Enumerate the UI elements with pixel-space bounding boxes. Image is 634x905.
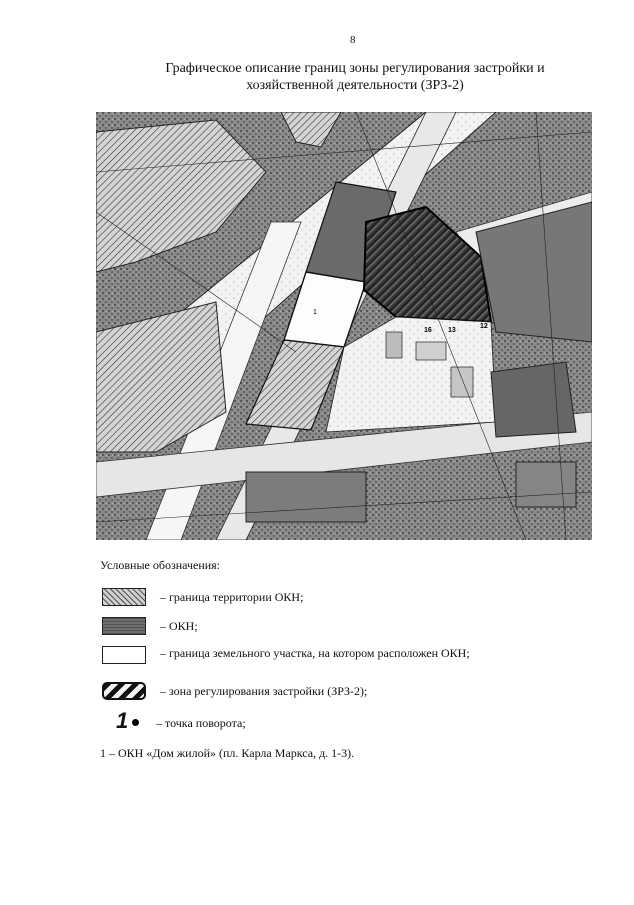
legend-symbol-turn-point	[116, 708, 139, 734]
page-number: 8	[350, 34, 356, 46]
cadastral-map	[96, 112, 592, 540]
map-point-label: 16	[424, 327, 432, 334]
footnote: 1 – ОКН «Дом жилой» (пл. Карла Маркса, д. 1-3).	[100, 746, 355, 760]
legend-text-zrz2: – зона регулирования застройки (ЗРЗ-2);	[160, 684, 368, 698]
legend-text-turn-point: – точка поворота;	[156, 716, 246, 730]
legend-symbol-okn-territory	[102, 588, 146, 606]
legend-symbol-zrz2	[102, 682, 146, 700]
legend-symbol-land-plot	[102, 646, 146, 664]
title-line-2: хозяйственной деятельности (ЗРЗ-2)	[246, 78, 464, 93]
legend-heading: Условные обозначения:	[100, 558, 221, 572]
legend-text-land-plot: – граница земельного участка, на котором расположен ОКН;	[160, 646, 470, 660]
turn-point-number: 1	[116, 708, 129, 733]
map-point-label: 13	[448, 327, 456, 334]
map-object-number: 1	[313, 309, 317, 316]
legend-symbol-okn	[102, 617, 146, 635]
turn-point-dot-icon	[132, 719, 139, 726]
legend-text-okn: – ОКН;	[160, 619, 198, 633]
map-point-label: 12	[480, 323, 488, 330]
title-line-1: Графическое описание границ зоны регулирования застройки и	[165, 61, 545, 76]
legend-text-okn-territory: – граница территории ОКН;	[160, 590, 304, 604]
